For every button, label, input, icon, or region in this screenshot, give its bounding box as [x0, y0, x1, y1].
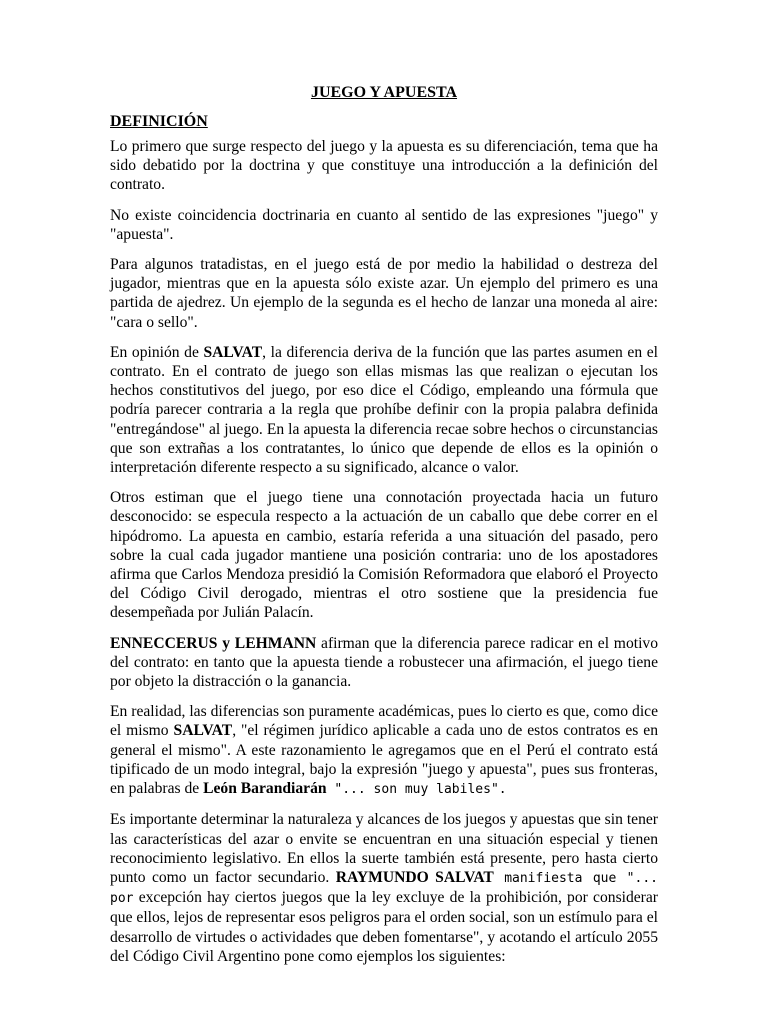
paragraph-8-text-b: excepción hay ciertos juegos que la ley excluye de la prohibición, por considerar que ellos, lejos de representar esos peligros para el orden social, son un estímulo para el desarrollo de virtudes o actividades que deben fomentarse", y acotando el artículo 2055 del Código Civil Argentino pone como ejemplos los siguientes:: [110, 889, 658, 965]
paragraph-6-text: afirman que la diferencia parece radicar en el motivo del contrato: en tanto que la apuesta tiende a robustecer una afirmación, el juego tiene por objeto la distracción o la ganancia.: [110, 634, 658, 691]
paragraph-8-text-a: Es importante determinar la naturaleza y alcances de los juegos y apuestas que sin tener las características del azar o envite se encuentran en una situación especial y tienen reconocimiento legislativo. En ellos la suerte también está presente, pero hasta cierto punto como un factor secundario.: [110, 811, 658, 886]
paragraph-7-quote: "... son muy labiles".: [326, 782, 507, 798]
paragraph-3: Para algunos tratadistas, en el juego está de por medio la habilidad o destreza del jugador, mientras que en la apuesta sólo existe azar. Un ejemplo del primero es una partida de ajedrez. Un ejemplo de la segunda es el hecho de lanzar una moneda al aire: "cara o sello".: [110, 256, 658, 331]
paragraph-6: [110, 634, 658, 692]
paragraph-7: [110, 702, 658, 799]
paragraph-2: No existe coincidencia doctrinaria en cuanto al sentido de las expresiones "juego" y "apuesta".: [110, 206, 658, 243]
leon-barandiaran-name: León Barandiarán: [203, 780, 327, 798]
enneccerus-lehmann-name: ENNECCERUS y LEHMANN: [110, 634, 317, 652]
salvat-name: SALVAT: [203, 343, 263, 361]
document-title: JUEGO Y APUESTA: [310, 84, 458, 101]
raymundo-salvat-name: RAYMUNDO SALVAT: [335, 868, 494, 886]
paragraph-1: Lo primero que surge respecto del juego y la apuesta es su diferenciación, tema que ha sido debatido por la doctrina y que constituye una introducción a la definición del contrato.: [110, 138, 658, 194]
paragraph-7-text-b: , "el régimen jurídico aplicable a cada uno de estos contratos es en general el mismo". A este razonamiento le agregamos que en el Perú el contrato está tipificado de un modo integral, bajo la expresión "juego y apuesta", pues sus fronteras, en palabras de: [110, 722, 658, 798]
section-heading: DEFINICIÓN: [110, 113, 208, 130]
paragraph-4: [110, 343, 658, 477]
paragraph-7-text-a: En realidad, las diferencias son puramente académicas, pues lo cierto es que, como dice el mismo: [110, 703, 658, 740]
paragraph-8: [110, 810, 658, 966]
paragraph-8-quote-start: manifiesta que "... por: [110, 870, 658, 907]
salvat-name: SALVAT: [173, 722, 233, 740]
paragraph-4-text-b: , la diferencia deriva de la función que las partes asumen en el contrato. En el contrato de juego son ellas mismas las que realizan o ejecutan los hechos constitutivos del juego, por eso dice el Código, empleando una fórmula que podría parecer contraria a la regla que prohíbe definir con la propia palabra definida "entregándose" al juego. En la apuesta la diferencia recae sobre hechos o circunstancias que son extrañas a los contratantes, lo único que depende de ellos es la opinión o interpretación diferente respecto a su significado, alcance o valor.: [110, 343, 658, 477]
paragraph-5: Otros estiman que el juego tiene una connotación proyectada hacia un futuro desconocido: se especula respecto a la actuación de un caballo que debe correr en el hipódromo. La apuesta en cambio, estaría referida a una situación del pasado, pero sobre la cual cada jugador mantiene una posición contraria: uno de los apostadores afirma que Carlos Mendoza presidió la Comisión Reformadora que elaboró el Proyecto del Código Civil derogado, mientras el otro sostiene que la presidencia fue desempeñada por Julián Palacín.: [110, 489, 658, 622]
paragraph-4-text-a: En opinión de: [110, 343, 204, 361]
